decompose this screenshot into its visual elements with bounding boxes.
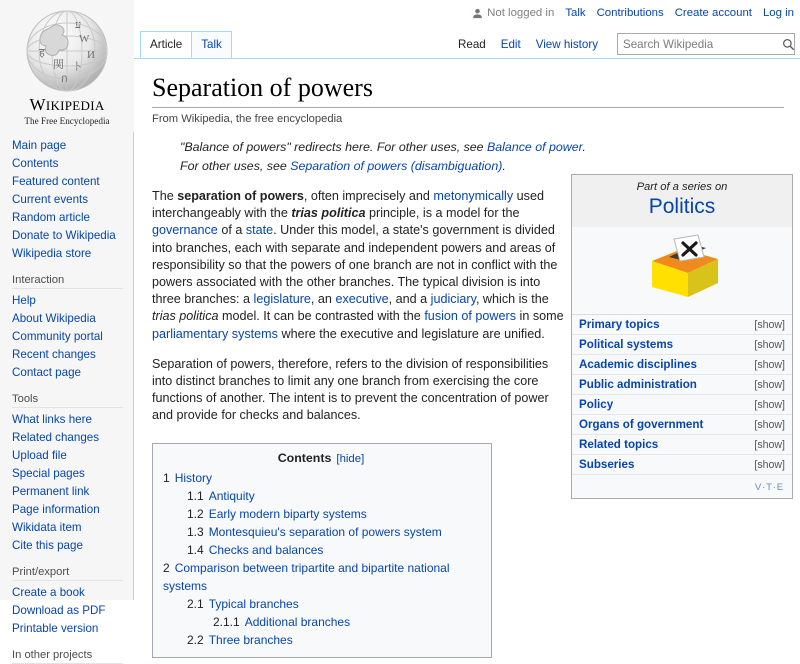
infobox-header — [572, 175, 792, 227]
infobox-row-toggle[interactable]: [show] — [754, 459, 785, 471]
infobox-row-label[interactable]: Related topics — [579, 438, 659, 451]
sidebar-item-donate[interactable]: Donate to Wikipedia — [12, 228, 116, 242]
personal-link-talk[interactable]: Talk — [565, 7, 586, 19]
infobox-row-policy[interactable] — [572, 394, 792, 414]
sidebar-item-about-wikipedia[interactable]: About Wikipedia — [12, 311, 96, 325]
p1-text-1: The — [152, 189, 178, 203]
toc-item[interactable] — [161, 595, 481, 613]
infobox-row-public-administration[interactable] — [572, 374, 792, 394]
navbar-talk-link[interactable]: T — [766, 482, 773, 493]
link-state[interactable]: state — [245, 223, 274, 238]
toc-title-row — [161, 451, 481, 465]
link-governance[interactable]: governance — [152, 223, 218, 238]
infobox-row-subseries[interactable] — [572, 454, 792, 474]
toc-number: 1 — [163, 470, 170, 485]
p1-text-11: in some — [516, 309, 564, 324]
infobox-row-label[interactable]: Primary topics — [579, 318, 660, 331]
sidebar-item-wikidata-item[interactable]: Wikidata item — [12, 520, 82, 534]
sidebar-nav-list-interaction — [12, 291, 133, 381]
sidebar-item-related-changes[interactable]: Related changes — [12, 430, 100, 444]
infobox-row-toggle[interactable]: [show] — [754, 319, 785, 331]
sidebar-item-permanent-link[interactable]: Permanent link — [12, 484, 90, 498]
toc-item[interactable] — [161, 631, 481, 649]
wikipedia-logo[interactable] — [0, 0, 134, 132]
tab-view-history[interactable]: View history — [535, 38, 598, 51]
sidebar-item-cite-this-page[interactable]: Cite this page — [12, 538, 83, 552]
sidebar-item-featured-content[interactable]: Featured content — [12, 174, 100, 188]
wikipedia-tagline: The Free Encyclopedia — [24, 116, 110, 126]
hatnote-2-text-b: . — [502, 159, 506, 173]
toc-text[interactable]: Early modern biparty systems — [208, 506, 367, 521]
sidebar-item-current-events[interactable]: Current events — [12, 192, 89, 206]
p1-bold-separation-of-powers: separation of powers — [177, 189, 304, 203]
wikipedia-wordmark: WIKIPEDIA — [29, 95, 105, 114]
p1-text-2: , often imprecisely and — [303, 189, 434, 203]
sidebar-item-page-information[interactable]: Page information — [12, 502, 100, 516]
svg-text:ע: ע — [75, 19, 82, 31]
toc-list — [161, 469, 481, 649]
infobox-part-of-series: Part of a series on — [636, 181, 728, 193]
sidebar-item-what-links-here[interactable]: What links here — [12, 412, 92, 426]
hatnote-balance-of-powers — [180, 139, 784, 156]
toc-title: Contents — [277, 450, 332, 465]
sidebar-heading-interaction: Interaction — [12, 270, 123, 289]
svg-text:ト: ト — [72, 61, 83, 73]
infobox-row-political-systems[interactable] — [572, 334, 792, 354]
infobox-rows — [572, 314, 792, 474]
politics-series-infobox — [571, 174, 793, 499]
tab-talk[interactable]: Talk — [191, 31, 232, 58]
not-logged-in-label: Not logged in — [487, 7, 555, 19]
sidebar-item-upload-file[interactable]: Upload file — [12, 448, 67, 462]
sidebar-item-create-a-book[interactable]: Create a book — [12, 585, 85, 599]
tab-edit[interactable]: Edit — [500, 38, 521, 51]
toc-text[interactable]: History — [174, 470, 213, 485]
toc-item[interactable] — [161, 559, 481, 595]
search-icon[interactable] — [782, 38, 795, 51]
sidebar-item-random-article[interactable]: Random article — [12, 210, 90, 224]
sidebar-item-contents[interactable]: Contents — [12, 156, 59, 170]
search-box[interactable] — [617, 33, 795, 55]
infobox-row-toggle[interactable]: [show] — [754, 439, 785, 451]
svg-text:関: 関 — [53, 59, 64, 71]
toc-text[interactable]: Antiquity — [208, 488, 255, 503]
hatnote-1-text-b: . — [582, 140, 586, 154]
sidebar-item-contact-page[interactable]: Contact page — [12, 365, 81, 379]
toc-item[interactable] — [161, 541, 481, 559]
infobox-row-toggle[interactable]: [show] — [754, 399, 785, 411]
sidebar-item-main-page[interactable]: Main page — [12, 138, 67, 152]
p1-text-5: of a — [217, 223, 246, 238]
toc-text[interactable]: Typical branches — [208, 596, 299, 611]
infobox-row-label[interactable]: Academic disciplines — [579, 358, 697, 371]
site-subtitle: From Wikipedia, the free encyclopedia — [152, 113, 343, 125]
toc-number: 1.1 — [187, 488, 204, 503]
infobox-row-label[interactable]: Subseries — [579, 458, 635, 471]
link-metonymically[interactable]: metonymically — [433, 189, 514, 203]
toc-number: 2.1.1 — [213, 614, 240, 629]
svg-text:И: И — [87, 49, 95, 61]
link-fusion-of-powers[interactable]: fusion of powers — [424, 309, 517, 324]
sidebar-item-wikipedia-store[interactable]: Wikipedia store — [12, 246, 92, 260]
infobox-row-label[interactable]: Policy — [579, 398, 614, 411]
personal-link-contributions[interactable]: Contributions — [596, 7, 664, 19]
tab-article[interactable]: Article — [140, 31, 192, 58]
p1-bolditalic-trias-politica: trias politica — [291, 206, 366, 221]
link-legislature[interactable]: legislature — [253, 292, 311, 307]
wikipedia-globe-icon — [17, 6, 117, 98]
namespace-tabs — [140, 31, 231, 58]
infobox-title[interactable]: Politics — [648, 195, 716, 218]
p1-text-4: principle, is a model for the — [365, 206, 520, 221]
toc-text[interactable]: Three branches — [208, 632, 293, 647]
infobox-row-primary-topics[interactable] — [572, 314, 792, 334]
toc-toggle[interactable]: [hide] — [336, 452, 365, 465]
toc-item[interactable] — [161, 487, 481, 505]
p1-text-9: , which is the — [475, 292, 549, 307]
link-judiciary[interactable]: judiciary — [430, 292, 476, 307]
infobox-row-academic-disciplines[interactable] — [572, 354, 792, 374]
personal-link-create-account[interactable]: Create account — [674, 7, 752, 19]
sidebar-nav-list-tools — [12, 410, 133, 554]
search-input[interactable] — [618, 38, 782, 51]
toc-text[interactable]: Montesquieu's separation of powers system — [208, 524, 442, 539]
navbar-sep-2: · — [772, 482, 777, 493]
toc-number: 1.4 — [187, 542, 204, 557]
sidebar-item-help[interactable]: Help — [12, 293, 36, 307]
sidebar-nav-list-navigation — [12, 136, 133, 262]
p1-text-10: model. It can be contrasted with the — [218, 309, 425, 324]
svg-text:ह: ह — [39, 47, 45, 59]
infobox-row-organs-of-government[interactable] — [572, 414, 792, 434]
hatnote-2-link[interactable]: Separation of powers (disambiguation) — [290, 159, 503, 173]
hatnote-1-link[interactable]: Balance of power — [487, 140, 583, 154]
sidebar-item-printable-version[interactable]: Printable version — [12, 621, 99, 635]
infobox-row-toggle[interactable]: [show] — [754, 359, 785, 371]
navbar-edit-link[interactable]: E — [776, 482, 784, 493]
table-of-contents — [152, 443, 492, 658]
infobox-row-label[interactable]: Political systems — [579, 338, 674, 351]
sidebar-heading-tools: Tools — [12, 389, 123, 408]
sidebar-heading-print-export: Print/export — [12, 562, 123, 581]
toc-item[interactable] — [161, 505, 481, 523]
sidebar-portal-other-projects — [0, 645, 133, 664]
content-area — [134, 0, 800, 647]
toc-number: 1.2 — [187, 506, 204, 521]
toc-text[interactable]: Comparison between tripartite and bipartite national systems — [163, 560, 450, 593]
sidebar-portal-print-export — [0, 562, 133, 637]
toc-number: 2 — [163, 560, 170, 575]
toc-text[interactable]: Additional branches — [244, 614, 351, 629]
ballot-box-icon — [636, 235, 728, 301]
sidebar-portal-tools — [0, 389, 133, 554]
infobox-row-label[interactable]: Public administration — [579, 378, 697, 391]
navbar-sep-1: · — [762, 482, 767, 493]
svg-text:ก: ก — [61, 73, 68, 85]
hatnote-1-text-a: "Balance of powers" redirects here. For other uses, see — [180, 140, 488, 154]
tab-bar — [134, 30, 800, 59]
toc-number: 1.3 — [187, 524, 204, 539]
page-title: Separation of powers — [152, 73, 784, 108]
navbar-view-link[interactable]: V — [754, 482, 763, 493]
infobox-row-related-topics[interactable] — [572, 434, 792, 454]
toc-item[interactable] — [161, 613, 481, 631]
sidebar-portal-interaction — [0, 270, 133, 381]
link-executive[interactable]: executive — [335, 292, 389, 307]
hatnote-2-text-a: For other uses, see — [180, 159, 291, 173]
p1-text-6: . Under this model, a state's government is divided into branches, each with separate and independent powers and areas of responsibility so that the powers of one branch are not in conflict with the powers associated with the other branches. The typical division is into three branches: a — [152, 223, 558, 307]
p1-text-8: , and a — [388, 292, 431, 307]
view-tabs — [450, 31, 605, 58]
svg-text:W: W — [79, 33, 90, 45]
infobox-navbar — [572, 474, 792, 498]
toc-item[interactable] — [161, 469, 481, 487]
sidebar-item-download-as-pdf[interactable]: Download as PDF — [12, 603, 106, 617]
toc-text[interactable]: Checks and balances — [208, 542, 324, 557]
lead-paragraph-2: Separation of powers, therefore, refers to the division of responsibilities into distinct branches to limit any one branch from exercising the core functions of another. The intent is to prevent the concentration of power and provide for checks and balances. — [152, 356, 549, 423]
p1-italic-trias-politica: trias politica — [152, 309, 219, 324]
sidebar-portal-navigation — [0, 136, 133, 262]
lead-paragraph-1 — [152, 188, 564, 343]
sidebar-item-special-pages[interactable]: Special pages — [12, 466, 85, 480]
sidebar-item-community-portal[interactable]: Community portal — [12, 329, 103, 343]
p1-text-12: where the executive and legislature are unified. — [277, 326, 545, 341]
infobox-image — [572, 227, 792, 314]
sidebar-nav-list-print-export — [12, 583, 133, 637]
link-parliamentary-systems[interactable]: parliamentary systems — [152, 326, 278, 341]
sidebar — [0, 0, 134, 661]
sidebar-heading-other-projects: In other projects — [12, 645, 123, 664]
p1-text-7: , an — [310, 292, 336, 307]
tab-read[interactable]: Read — [458, 38, 486, 51]
personal-link-log-in[interactable]: Log in — [762, 7, 794, 19]
p1-text-3: used interchangeably with the — [152, 189, 544, 221]
infobox-row-toggle[interactable]: [show] — [754, 419, 785, 431]
infobox-row-toggle[interactable]: [show] — [754, 339, 785, 351]
infobox-row-toggle[interactable]: [show] — [754, 379, 785, 391]
infobox-row-label[interactable]: Organs of government — [579, 418, 704, 431]
hatnote-disambiguation — [180, 158, 784, 175]
toc-number: 2.1 — [187, 596, 204, 611]
toc-number: 2.2 — [187, 632, 204, 647]
toc-item[interactable] — [161, 523, 481, 541]
sidebar-item-recent-changes[interactable]: Recent changes — [12, 347, 96, 361]
